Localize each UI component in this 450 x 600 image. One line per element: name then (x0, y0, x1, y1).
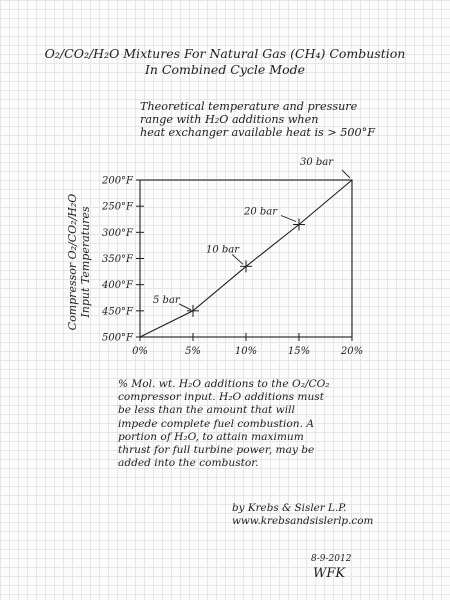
author-credit: by Krebs & Sisler L.P. (232, 502, 347, 514)
y-tick-label: 450°F (101, 306, 133, 318)
x-tick-label: 0% (132, 346, 148, 357)
note-line-2: range with H₂O additions when (140, 113, 319, 126)
description-line-2: compressor input. H₂O additions must (118, 391, 324, 404)
x-tick-label: 15% (287, 346, 311, 357)
y-tick-label: 300°F (101, 227, 133, 239)
description-line-6: thrust for full turbine power, may be (118, 444, 315, 457)
y-axis-label-line-2: Input Temperatures (79, 206, 92, 318)
annotation-label: 30 bar (300, 157, 334, 168)
author-initials: WFK (313, 566, 346, 581)
y-tick-label: 400°F (101, 280, 133, 292)
y-tick-label: 200°F (101, 175, 133, 187)
description-line-4: impede complete fuel combustion. A (118, 417, 314, 430)
y-tick-label: 350°F (101, 254, 133, 265)
annotation-label: 5 bar (153, 294, 180, 306)
description-line-1: % Mol. wt. H₂O additions to the O₂/CO₂ (118, 378, 330, 390)
signature-block (232, 502, 442, 528)
series-layer (140, 180, 352, 337)
x-tick-label: 20% (340, 346, 364, 357)
description-line-3: be less than the amount that will (118, 404, 295, 417)
annotation-label: 10 bar (206, 244, 240, 256)
annotation-layer (153, 157, 350, 317)
annotation-leader (179, 304, 191, 310)
title-line-2: In Combined Cycle Mode (144, 62, 306, 77)
x-tick-label: 5% (185, 346, 201, 357)
annotation-leader (281, 215, 296, 221)
annotation-leader (342, 170, 350, 178)
plot-frame (140, 180, 352, 337)
description-line-7: added into the combustor. (118, 457, 259, 470)
series-line (140, 180, 352, 337)
annotation-label: 20 bar (244, 206, 278, 218)
website-text: www.krebsandsislerlp.com (232, 515, 374, 527)
x-tick-label: 10% (234, 346, 258, 357)
y-axis-ticks (101, 176, 144, 344)
description-line-5: portion of H₂O, to attain maximum (118, 430, 304, 443)
y-tick-label: 500°F (101, 332, 133, 344)
plot-border (140, 180, 352, 337)
y-tick-label: 250°F (101, 201, 133, 213)
title-line-1: O₂/CO₂/H₂O Mixtures For Natural Gas (CH₄) Combustion (44, 46, 406, 61)
date-text: 8-9-2012 (311, 554, 352, 564)
note-line-3: heat exchanger available heat is > 500°F (140, 126, 375, 139)
annotation-leader (232, 254, 243, 264)
axis-description (118, 378, 438, 470)
y-axis-label-line-1: Compressor O₂/CO₂/H₂O (66, 193, 79, 331)
note-line-1: Theoretical temperature and pressure (140, 100, 358, 113)
